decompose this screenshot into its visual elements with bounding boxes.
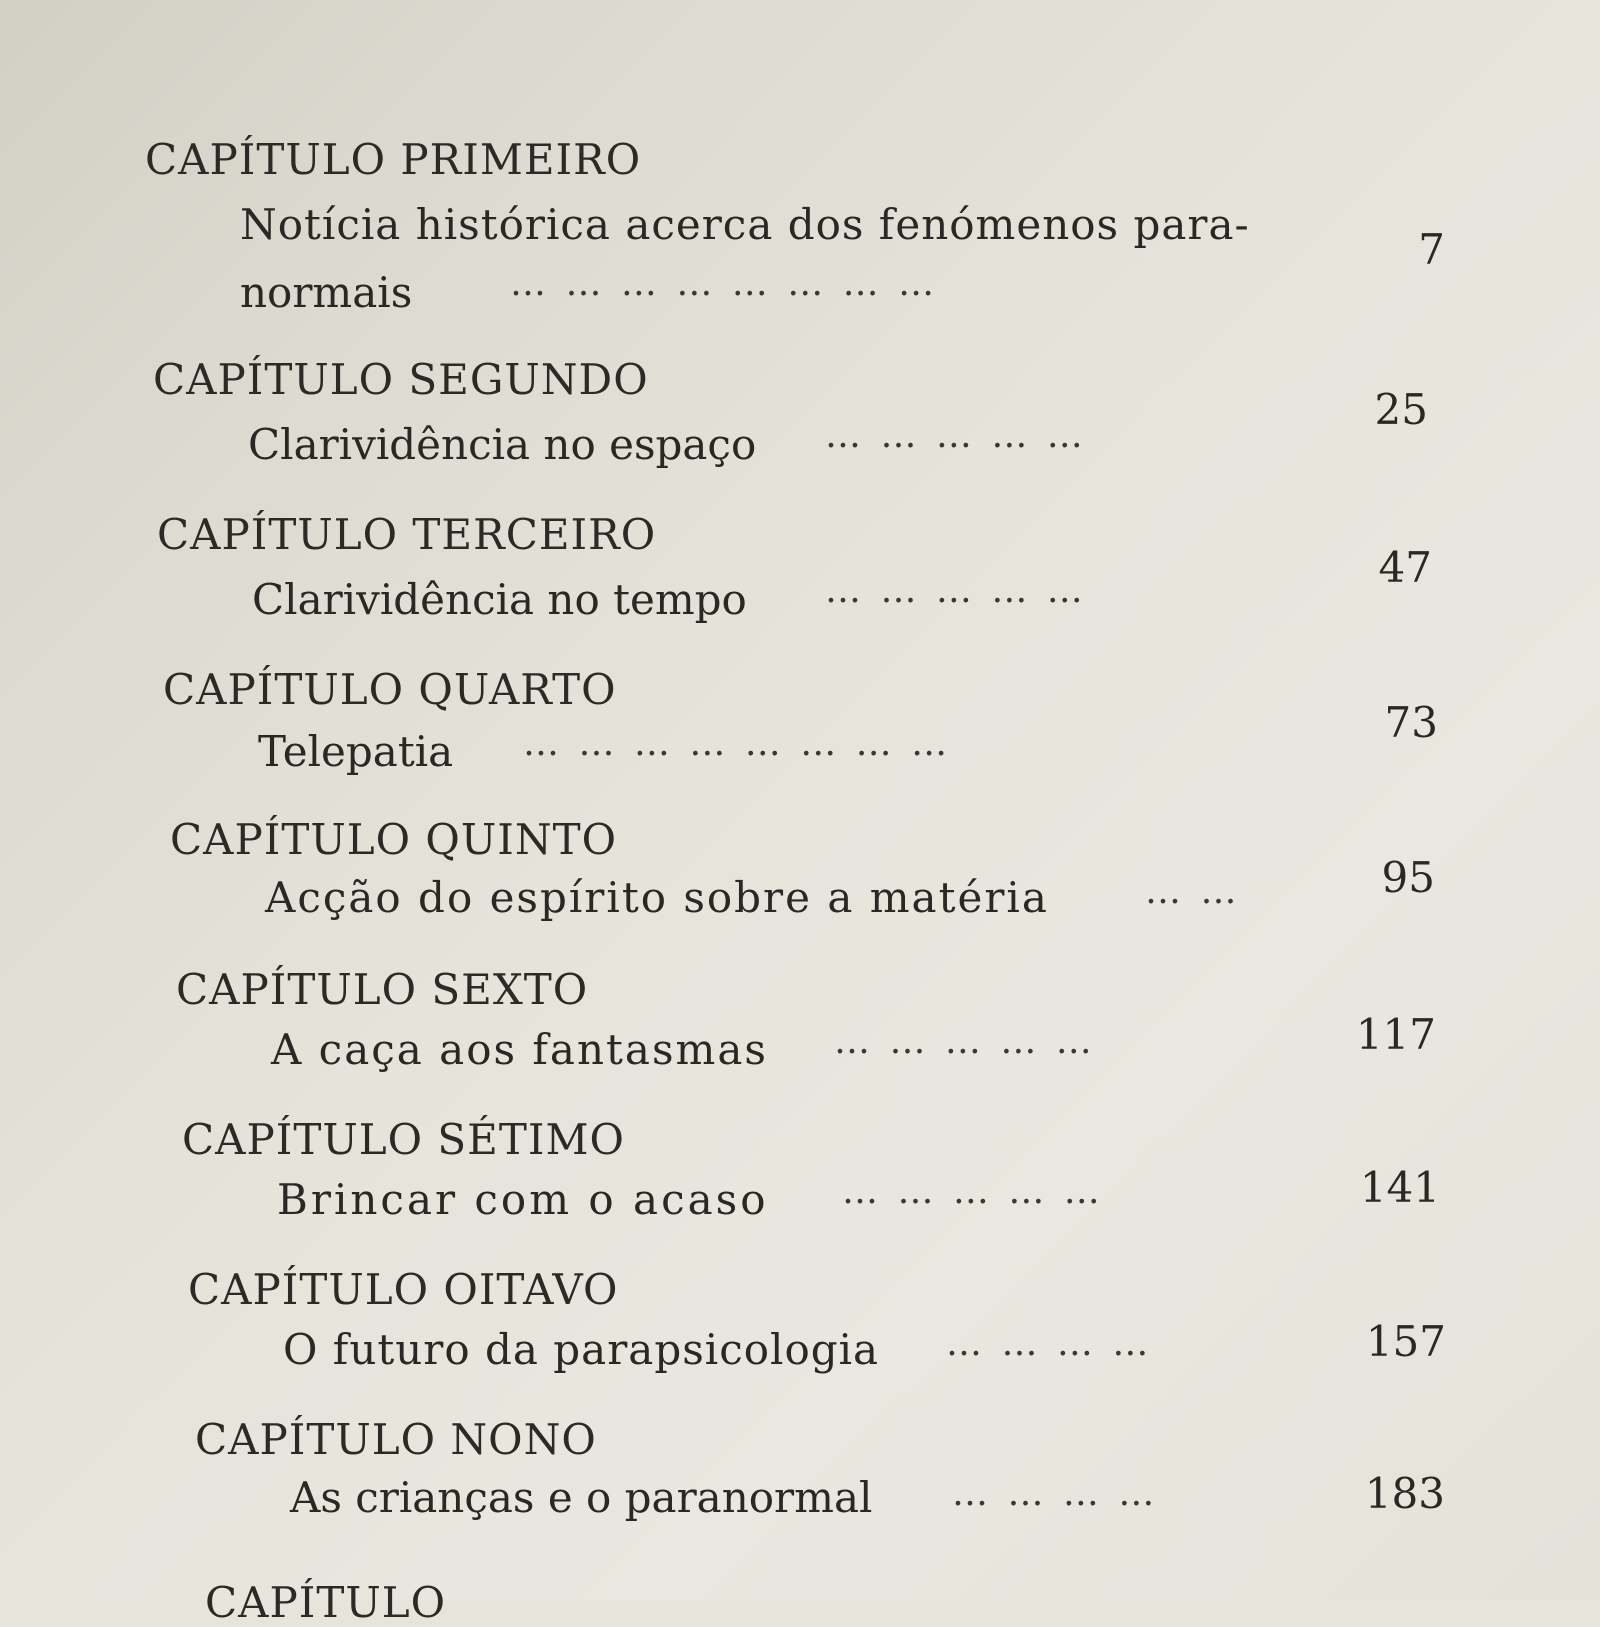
page-number: 117 — [1355, 1010, 1436, 1059]
toc-entry-1 — [145, 135, 1465, 317]
page-number: 73 — [1384, 698, 1438, 747]
chapter-title: Acção do espírito sobre a matéria — [265, 873, 1049, 922]
toc-entry-4 — [163, 665, 1483, 815]
page-number: 7 — [1418, 225, 1445, 274]
dot-leader: … … … … … — [825, 415, 1087, 456]
toc-entry-2 — [153, 355, 1473, 505]
dot-leader: … … … … — [946, 1323, 1153, 1364]
chapter-heading: CAPÍTULO SEXTO — [176, 965, 589, 1014]
chapter-heading: CAPÍTULO OITAVO — [188, 1265, 619, 1314]
chapter-heading-cut-off: CAPÍTULO — [205, 1578, 447, 1627]
chapter-heading: CAPÍTULO SÉTIMO — [182, 1115, 625, 1164]
toc-entry-8 — [188, 1265, 1508, 1415]
chapter-title-line-1: Notícia histórica acerca dos fenómenos para- — [240, 200, 1250, 249]
toc-entry-5 — [170, 815, 1490, 965]
dot-leader: … … … … … … … … — [510, 263, 939, 304]
page-number: 183 — [1364, 1469, 1445, 1518]
chapter-heading: CAPÍTULO NONO — [195, 1415, 597, 1464]
dot-leader: … … … … … — [825, 570, 1087, 611]
chapter-heading: CAPÍTULO TERCEIRO — [157, 510, 657, 559]
page-number: 157 — [1365, 1317, 1446, 1366]
chapter-heading: CAPÍTULO SEGUNDO — [153, 355, 649, 404]
chapter-title-line-2: normais — [240, 268, 413, 317]
toc-entry-9 — [195, 1415, 1515, 1565]
chapter-title: Telepatia — [258, 727, 454, 776]
chapter-title: A caça aos fantasmas — [271, 1025, 768, 1074]
chapter-title: Clarividência no espaço — [248, 420, 757, 469]
chapter-heading: CAPÍTULO QUINTO — [170, 815, 618, 864]
chapter-title: As crianças e o paranormal — [290, 1473, 873, 1522]
chapter-title: Clarividência no tempo — [252, 575, 747, 624]
chapter-heading: CAPÍTULO PRIMEIRO — [145, 135, 642, 184]
toc-entry-3 — [157, 510, 1477, 660]
chapter-title: Brincar com o acaso — [277, 1175, 769, 1224]
dot-leader: … … … … … — [842, 1171, 1104, 1212]
toc-entry-7 — [182, 1115, 1502, 1265]
chapter-title: O futuro da parapsicologia — [283, 1325, 880, 1374]
chapter-heading: CAPÍTULO QUARTO — [163, 665, 617, 714]
page-number: 25 — [1374, 385, 1428, 434]
page-number: 95 — [1381, 853, 1435, 902]
dot-leader: … … — [1145, 871, 1241, 912]
page-number: 47 — [1378, 543, 1432, 592]
toc-entry-6 — [176, 965, 1496, 1115]
page-number: 141 — [1359, 1163, 1440, 1212]
dot-leader: … … … … … — [834, 1021, 1096, 1062]
dot-leader: … … … … — [952, 1473, 1159, 1514]
dot-leader: … … … … … … … … — [523, 723, 952, 764]
